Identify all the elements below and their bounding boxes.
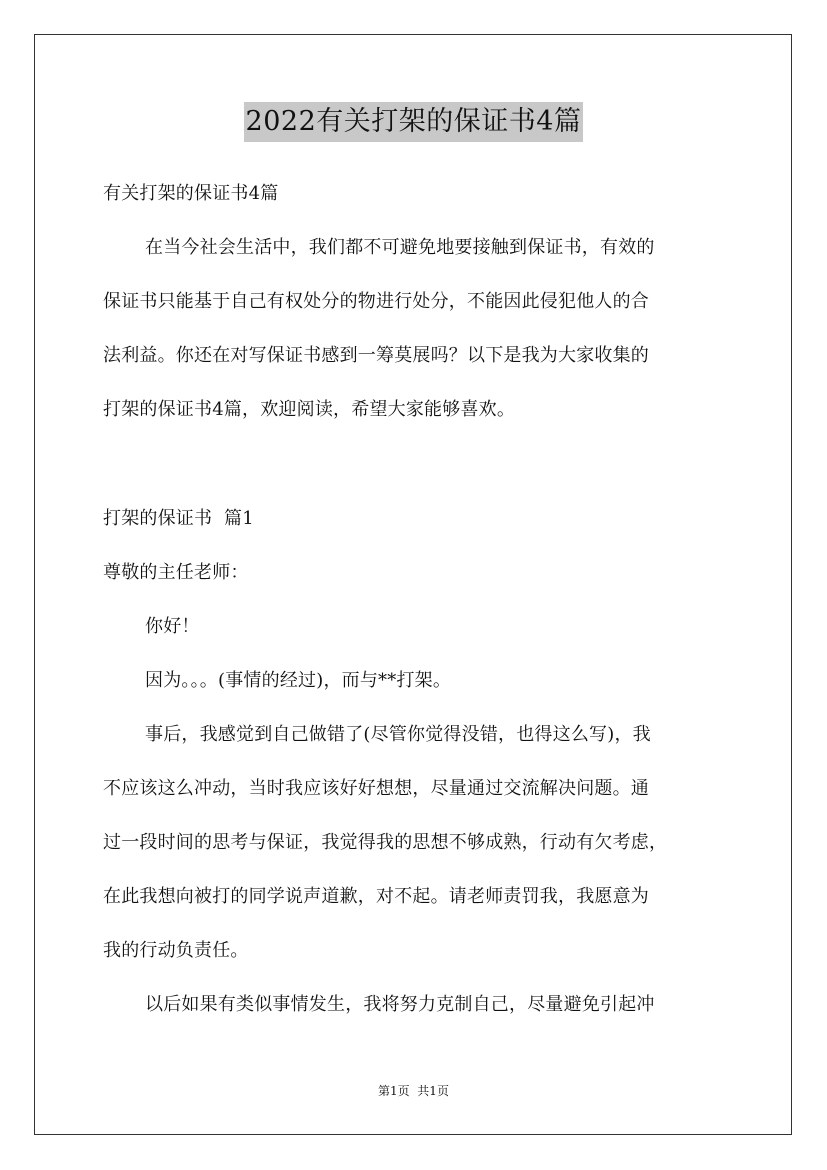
body-line-4: 在此我想向被打的同学说声道歉，对不起。请老师责罚我，我愿意为 — [103, 886, 649, 907]
title-container — [0, 102, 827, 142]
salutation: 尊敬的主任老师： — [103, 562, 249, 583]
intro-line-4: 打架的保证书4篇，欢迎阅读，希望大家能够喜欢。 — [103, 399, 516, 420]
body-line-2: 不应该这么冲动，当时我应该好好想想，尽量通过交流解决问题。通 — [103, 778, 649, 799]
section-heading: 打架的保证书 篇1 — [103, 508, 254, 529]
body-line-3: 过一段时间的思考与保证，我觉得我的思想不够成熟，行动有欠考虑， — [103, 832, 668, 853]
document-title: 2022有关打架的保证书4篇 — [244, 102, 584, 142]
greeting: 你好！ — [145, 616, 200, 637]
reason-line: 因为。。。(事情的经过)，而与**打架。 — [145, 670, 452, 691]
body-line-1: 事后，我感觉到自己做错了(尽管你觉得没错，也得这么写)，我 — [145, 724, 651, 745]
intro-line-3: 法利益。你还在对写保证书感到一筹莫展吗？以下是我为大家收集的 — [103, 345, 649, 366]
last-line: 以后如果有类似事情发生，我将努力克制自己，尽量避免引起冲 — [145, 994, 655, 1015]
document-subtitle: 有关打架的保证书4篇 — [103, 183, 279, 204]
page-footer: 第1页 共1页 — [378, 1084, 449, 1098]
body-line-5: 我的行动负责任。 — [103, 940, 249, 961]
intro-line-2: 保证书只能基于自己有权处分的物进行处分，不能因此侵犯他人的合 — [103, 291, 649, 312]
intro-line-1: 在当今社会生活中，我们都不可避免地要接触到保证书，有效的 — [145, 237, 655, 258]
